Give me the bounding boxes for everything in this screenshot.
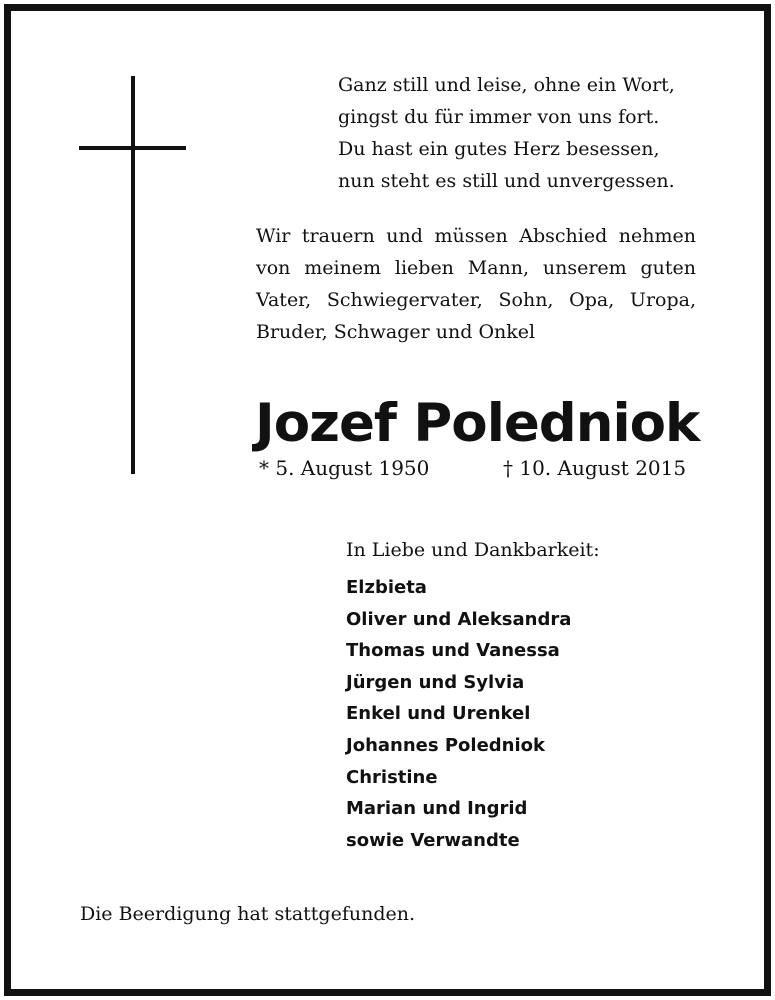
deceased-name: Jozef Poledniok bbox=[255, 393, 700, 454]
poem-line: nun steht es still und unvergessen. bbox=[338, 170, 675, 192]
mourning-line: Wir trauern und müssen Abschied nehmen bbox=[256, 225, 696, 247]
poem-line: Ganz still und leise, ohne ein Wort, bbox=[338, 74, 675, 96]
birth-date: * 5. August 1950 bbox=[259, 456, 430, 480]
mourning-line: von meinem lieben Mann, unserem guten bbox=[256, 257, 696, 279]
family-member: Oliver und Aleksandra bbox=[346, 608, 572, 630]
family-member: Johannes Poledniok bbox=[346, 734, 545, 756]
cross-vertical-bar bbox=[131, 76, 135, 474]
thanks-heading: In Liebe und Dankbarkeit: bbox=[346, 539, 600, 561]
poem-line: Du hast ein gutes Herz besessen, bbox=[338, 138, 660, 160]
poem bbox=[338, 69, 718, 197]
funeral-note: Die Beerdigung hat stattgefunden. bbox=[80, 903, 416, 925]
family-list bbox=[346, 572, 571, 856]
mourning-line: Bruder, Schwager und Onkel bbox=[256, 321, 536, 343]
family-member: Elzbieta bbox=[346, 577, 427, 598]
family-member: Marian und Ingrid bbox=[346, 798, 528, 820]
family-member: sowie Verwandte bbox=[346, 829, 520, 851]
family-member: Christine bbox=[346, 766, 438, 788]
poem-line: gingst du für immer von uns fort. bbox=[338, 106, 660, 128]
death-date: † 10. August 2015 bbox=[503, 456, 687, 480]
family-member: Jürgen und Sylvia bbox=[346, 671, 525, 693]
mourning-text bbox=[256, 220, 696, 348]
mourning-line: Vater, Schwiegervater, Sohn, Opa, Uropa, bbox=[256, 289, 696, 311]
family-member: Thomas und Vanessa bbox=[346, 640, 560, 662]
family-member: Enkel und Urenkel bbox=[346, 703, 531, 725]
cross-horizontal-bar bbox=[79, 146, 186, 150]
